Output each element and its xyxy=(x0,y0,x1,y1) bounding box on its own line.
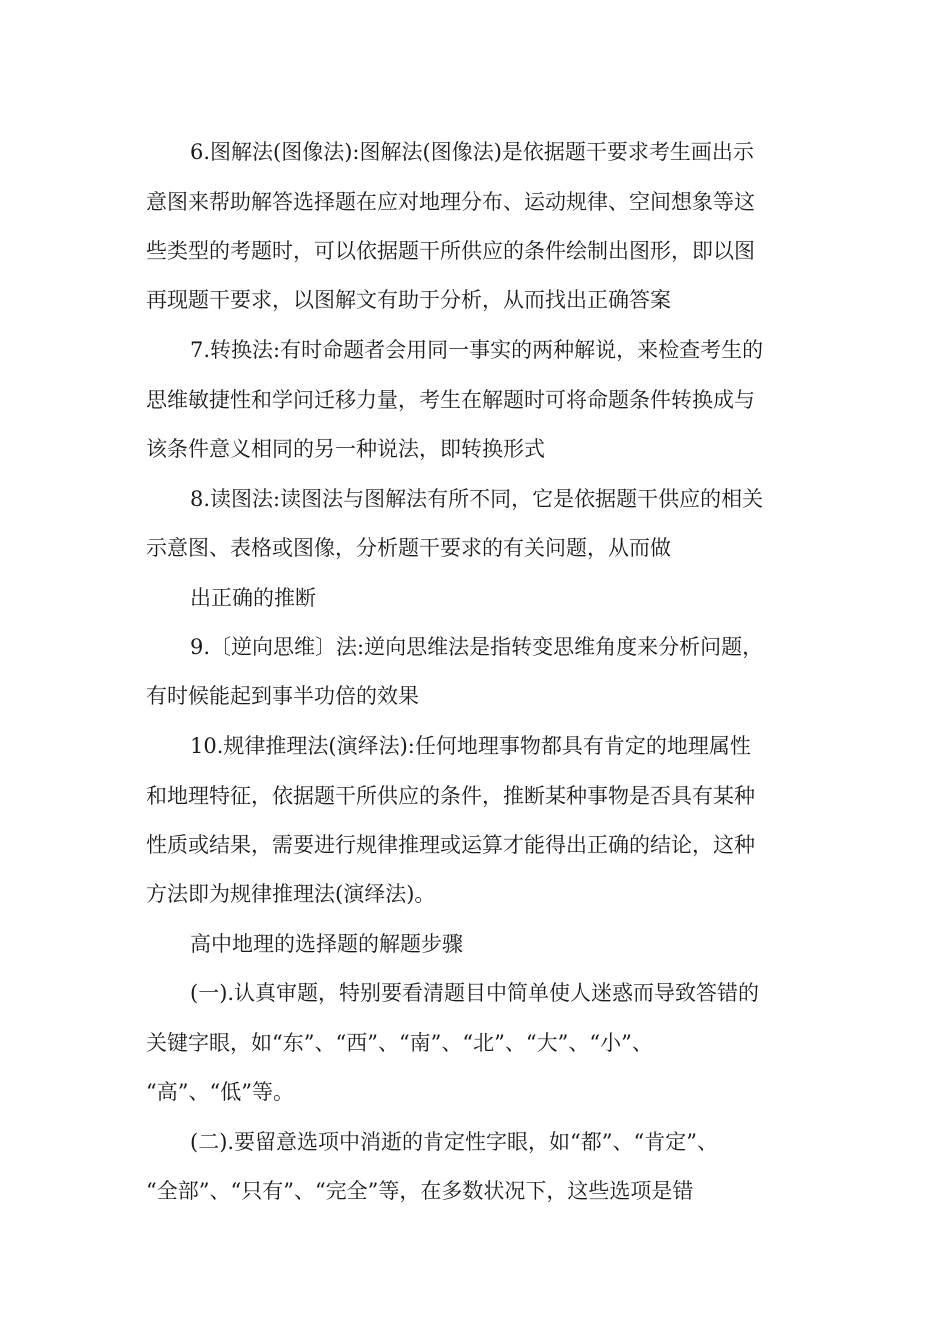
section-heading: 高中地理的选择题的解题步骤 xyxy=(190,932,463,956)
text-line: 6.图解法(图像法):图解法(图像法)是依据题干要求考生画出示 xyxy=(190,140,754,164)
text-line: 10.规律推理法(演绎法):任何地理事物都具有肯定的地理属性 xyxy=(190,734,751,758)
text-line: 关键字眼，如“东”、“西”、“南”、“北”、“大”、“小”、 xyxy=(146,1031,653,1055)
text-line: 些类型的考题时，可以依据题干所供应的条件绘制出图形，即以图 xyxy=(146,239,755,263)
text-line: 9.〔逆向思维〕法:逆向思维法是指转变思维角度来分析问题， xyxy=(190,635,764,659)
text-line: 和地理特征，依据题干所供应的条件，推断某种事物是否具有某种 xyxy=(146,784,755,808)
text-line: 出正确的推断 xyxy=(190,586,316,610)
text-line: 性质或结果，需要进行规律推理或运算才能得出正确的结论，这种 xyxy=(146,833,755,857)
text-line: (一).认真审题，特别要看清题目中简单使人迷惑而导致答错的 xyxy=(190,981,760,1005)
text-line: “全部”、“只有”、“完全”等，在多数状况下，这些选项是错 xyxy=(146,1179,694,1203)
text-line: 8.读图法:读图法与图解法有所不同，它是依据题干供应的相关 xyxy=(190,487,764,511)
text-line: 该条件意义相同的另一种说法，即转换形式 xyxy=(146,437,545,461)
text-line: (二).要留意选项中消逝的肯定性字眼，如“都”、“肯定”、 xyxy=(190,1130,719,1154)
text-line: 7.转换法:有时命题者会用同一事实的两种解说，来检查考生的 xyxy=(190,338,764,362)
text-line: 意图来帮助解答选择题在应对地理分布、运动规律、空间想象等这 xyxy=(146,190,755,214)
text-line: 示意图、表格或图像，分析题干要求的有关问题，从而做 xyxy=(146,536,671,560)
text-line: 有时候能起到事半功倍的效果 xyxy=(146,684,419,708)
text-line: 再现题干要求，以图解文有助于分析，从而找出正确答案 xyxy=(146,288,671,312)
text-line: “高”、“低”等。 xyxy=(146,1080,294,1104)
text-line: 思维敏捷性和学问迁移力量，考生在解题时可将命题条件转换成与 xyxy=(146,388,755,412)
text-line: 方法即为规律推理法(演绎法)。 xyxy=(146,882,436,906)
